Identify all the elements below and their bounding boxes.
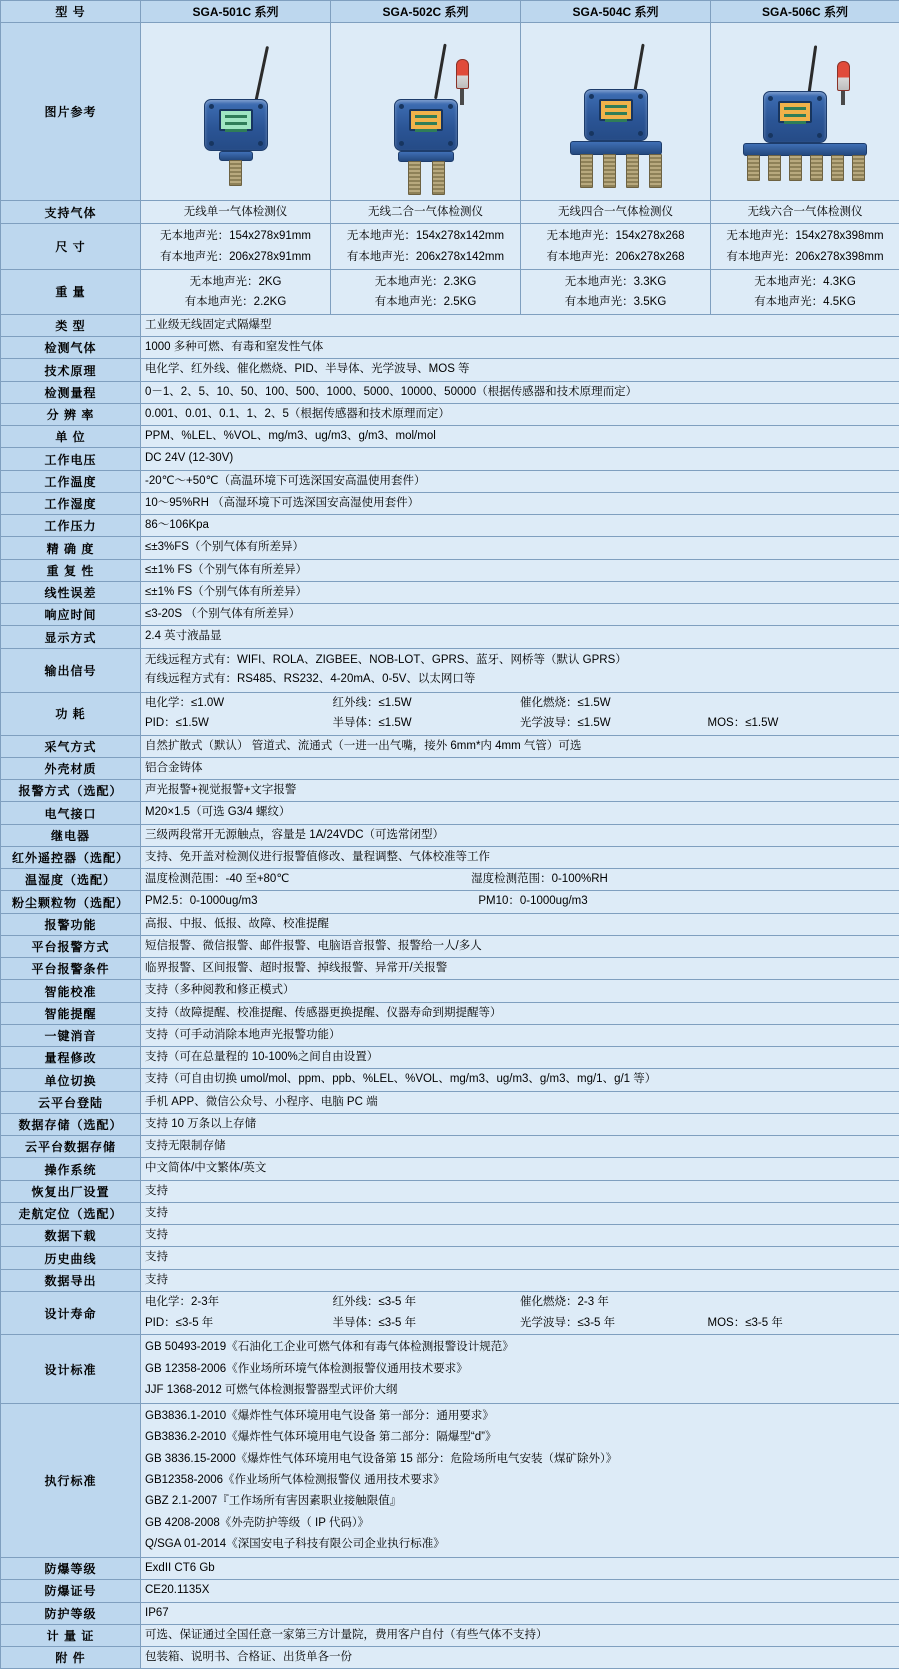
life-infrared: 红外线：≤3-5 年 xyxy=(333,1294,521,1311)
model-header-4: SGA-506C 系列 xyxy=(711,1,899,23)
shell-material-label: 外壳材质 xyxy=(1,757,141,779)
table-row xyxy=(1,1024,899,1046)
table-row xyxy=(1,1558,899,1580)
data-export-label: 数据导出 xyxy=(1,1269,141,1291)
weight-value-2 xyxy=(331,269,521,314)
accessories-label: 附 件 xyxy=(1,1647,141,1669)
table-row xyxy=(1,1335,899,1404)
table-row xyxy=(1,869,899,891)
data-download-value: 支持 xyxy=(141,1225,899,1247)
device-screen xyxy=(219,109,253,131)
sampling-label: 采气方式 xyxy=(1,735,141,757)
size-with-alarm-2: 有本地声光：206x278x142mm xyxy=(335,247,516,267)
range-value: 0－1、2、5、10、50、100、500、1000、5000、10000、50000（根据传感器和技术原理而定） xyxy=(141,381,899,403)
device-mount xyxy=(398,151,454,162)
dust-label: 粉尘颗粒物（选配） xyxy=(1,891,141,913)
table-header-row xyxy=(1,1,899,23)
sampling-value: 自然扩散式（默认） 管道式、流通式（一进一出气嘴，接外 6mm*内 4mm 气管）可选 xyxy=(141,735,899,757)
pressure-label: 工作压力 xyxy=(1,515,141,537)
design-standard-value xyxy=(141,1335,899,1404)
table-row xyxy=(1,735,899,757)
accessories-value: 包装箱、说明书、合格证、出货单各一份 xyxy=(141,1647,899,1669)
exec-standard-line: GBZ 2.1-2007『工作场所有害因素职业接触限值』 xyxy=(145,1491,895,1512)
power-infrared: 红外线：≤1.5W xyxy=(333,695,521,712)
principle-label: 技术原理 xyxy=(1,359,141,381)
gas-sensor xyxy=(747,155,760,181)
life-blank xyxy=(708,1294,896,1311)
gas-sensor xyxy=(789,155,802,181)
resolution-label: 分 辨 率 xyxy=(1,403,141,425)
exec-standard-line: Q/SGA 01-2014《深国安电子科技有限公司企业执行标准》 xyxy=(145,1534,895,1555)
range-modify-label: 量程修改 xyxy=(1,1047,141,1069)
temp-humidity-label: 温湿度（选配） xyxy=(1,869,141,891)
gas-sensor xyxy=(852,155,865,181)
unit-value: PPM、%LEL、%VOL、mg/m3、ug/m3、g/m3、mol/mol xyxy=(141,426,899,448)
electrical-interface-value: M20×1.5（可选 G3/4 螺纹） xyxy=(141,802,899,824)
os-label: 操作系统 xyxy=(1,1158,141,1180)
size-no-alarm-4: 无本地声光：154x278x398mm xyxy=(715,226,895,246)
mute-value: 支持（可手动消除本地声光报警功能） xyxy=(141,1024,899,1046)
device-illustration-504c xyxy=(536,27,696,197)
table-row xyxy=(1,314,899,336)
unit-switch-label: 单位切换 xyxy=(1,1069,141,1091)
table-row xyxy=(1,1113,899,1135)
table-row xyxy=(1,403,899,425)
device-mount xyxy=(570,141,662,155)
repeatability-label: 重 复 性 xyxy=(1,559,141,581)
size-with-alarm-4: 有本地声光：206x278x398mm xyxy=(715,247,895,267)
unit-switch-value: 支持（可自由切换 umol/mol、ppm、ppb、%LEL、%VOL、mg/m3、ug/m3、g/m3、mg/1、g/1 等） xyxy=(141,1069,899,1091)
alarm-mode-value: 声光报警+视觉报警+文字报警 xyxy=(141,780,899,802)
weight-no-alarm-2: 无本地声光：2.3KG xyxy=(335,272,516,292)
weight-with-alarm-3: 有本地声光：3.5KG xyxy=(525,292,706,312)
antenna-icon xyxy=(807,45,817,97)
metering-cert-value: 可选、保证通过全国任意一家第三方计量院，费用客户自付（有些气体不支持） xyxy=(141,1624,899,1646)
power-value xyxy=(141,693,899,736)
weight-no-alarm-4: 无本地声光：4.3KG xyxy=(715,272,895,292)
power-label: 功 耗 xyxy=(1,693,141,736)
life-optical: 光学波导：≤3-5 年 xyxy=(520,1315,708,1332)
platform-alarm-condition-label: 平台报警条件 xyxy=(1,958,141,980)
design-life-value xyxy=(141,1291,899,1335)
linearity-label: 线性误差 xyxy=(1,581,141,603)
model-header-3: SGA-504C 系列 xyxy=(521,1,711,23)
remote-control-value: 支持、免开盖对检测仪进行报警值修改、量程调整、气体校准等工作 xyxy=(141,846,899,868)
table-row xyxy=(1,980,899,1002)
smart-reminder-label: 智能提醒 xyxy=(1,1002,141,1024)
humidity-label: 工作湿度 xyxy=(1,492,141,514)
table-row xyxy=(1,913,899,935)
life-mos: MOS：≤3-5 年 xyxy=(708,1315,896,1332)
alarm-light-icon xyxy=(456,59,469,89)
table-row xyxy=(1,492,899,514)
exec-standard-line: GB 3836.15-2000《爆炸性气体环境用电气设备第 15 部分：危险场所电气安装（煤矿除外）》 xyxy=(145,1449,895,1470)
gps-value: 支持 xyxy=(141,1202,899,1224)
principle-value: 电化学、红外线、催化燃烧、PID、半导体、光学波导、MOS 等 xyxy=(141,359,899,381)
range-label: 检测量程 xyxy=(1,381,141,403)
output-wired: 有线远程方式有：RS485、RS232、4-20mA、0-5V、以太网口等 xyxy=(145,670,895,690)
gas-support-value-4: 无线六合一气体检测仪 xyxy=(711,201,899,224)
alarm-function-value: 高报、中报、低报、故障、校准提醒 xyxy=(141,913,899,935)
power-electrochemical: 电化学：≤1.0W xyxy=(145,695,333,712)
exec-standard-line: GB3836.1-2010《爆炸性气体环境用电气设备 第一部分：通用要求》 xyxy=(145,1406,895,1427)
table-row xyxy=(1,626,899,648)
device-body xyxy=(204,99,268,151)
table-row xyxy=(1,802,899,824)
smart-reminder-value: 支持（故障提醒、校准提醒、传感器更换提醒、仪器寿命到期提醒等） xyxy=(141,1002,899,1024)
gas-support-value-1: 无线单一气体检测仪 xyxy=(141,201,331,224)
product-image-502c xyxy=(331,23,521,201)
smart-calibration-value: 支持（多种阅教和修正模式） xyxy=(141,980,899,1002)
device-screen xyxy=(778,101,812,123)
table-row xyxy=(1,1047,899,1069)
metering-cert-label: 计 量 证 xyxy=(1,1624,141,1646)
shell-material-value: 铝合金铸体 xyxy=(141,757,899,779)
table-row xyxy=(1,1580,899,1602)
power-blank xyxy=(708,695,896,712)
repeatability-value: ≤±1% FS（个别气体有所差异） xyxy=(141,559,899,581)
exec-standard-line: GB 4208-2008《外壳防护等级（ IP 代码）》 xyxy=(145,1513,895,1534)
model-label: 型 号 xyxy=(1,1,141,23)
table-row xyxy=(1,1291,899,1335)
table-row xyxy=(1,23,899,201)
table-row xyxy=(1,935,899,957)
table-row xyxy=(1,1202,899,1224)
ip-level-label: 防护等级 xyxy=(1,1602,141,1624)
table-row xyxy=(1,1269,899,1291)
gas-sensor xyxy=(649,154,662,188)
electrical-interface-label: 电气接口 xyxy=(1,802,141,824)
gps-label: 走航定位（选配） xyxy=(1,1202,141,1224)
table-row xyxy=(1,693,899,736)
category-value: 工业级无线固定式隔爆型 xyxy=(141,314,899,336)
output-signal-value xyxy=(141,648,899,693)
platform-alarm-condition-value: 临界报警、区间报警、超时报警、掉线报警、异常开/关报警 xyxy=(141,958,899,980)
table-row xyxy=(1,846,899,868)
weight-no-alarm-1: 无本地声光：2KG xyxy=(145,272,326,292)
cloud-storage-label: 云平台数据存储 xyxy=(1,1136,141,1158)
platform-alarm-mode-value: 短信报警、微信报警、邮件报警、电脑语音报警、报警给一人/多人 xyxy=(141,935,899,957)
exec-standard-line: GB12358-2006《作业场所气体检测报警仪 通用技术要求》 xyxy=(145,1470,895,1491)
output-wireless: 无线远程方式有：WIFI、ROLA、ZIGBEE、NOB-LOT、GPRS、蓝牙、网桥等（默认 GPRS） xyxy=(145,651,895,671)
remote-control-label: 红外遥控器（选配） xyxy=(1,846,141,868)
size-value-4 xyxy=(711,224,899,269)
response-time-label: 响应时间 xyxy=(1,604,141,626)
history-curve-value: 支持 xyxy=(141,1247,899,1269)
table-row xyxy=(1,1404,899,1558)
weight-label: 重 量 xyxy=(1,269,141,314)
table-row xyxy=(1,958,899,980)
product-image-504c xyxy=(521,23,711,201)
size-value-1 xyxy=(141,224,331,269)
gas-sensor xyxy=(626,154,639,188)
table-row xyxy=(1,537,899,559)
table-row xyxy=(1,359,899,381)
table-row xyxy=(1,559,899,581)
data-storage-value: 支持 10 万条以上存储 xyxy=(141,1113,899,1135)
power-pid: PID：≤1.5W xyxy=(145,715,333,732)
size-no-alarm-3: 无本地声光：154x278x268 xyxy=(525,226,706,246)
table-row xyxy=(1,381,899,403)
table-row xyxy=(1,1180,899,1202)
table-row xyxy=(1,1158,899,1180)
product-image-506c xyxy=(711,23,899,201)
device-body xyxy=(763,91,827,143)
antenna-icon xyxy=(434,43,447,99)
table-row xyxy=(1,648,899,693)
life-catalytic: 催化燃烧：2-3 年 xyxy=(520,1294,708,1311)
category-label: 类 型 xyxy=(1,314,141,336)
gas-sensor xyxy=(432,161,445,195)
data-storage-label: 数据存储（选配） xyxy=(1,1113,141,1135)
mute-label: 一键消音 xyxy=(1,1024,141,1046)
table-row xyxy=(1,824,899,846)
size-no-alarm-2: 无本地声光：154x278x142mm xyxy=(335,226,516,246)
life-semiconductor: 半导体：≤3-5 年 xyxy=(333,1315,521,1332)
detect-gas-label: 检测气体 xyxy=(1,337,141,359)
gas-sensor xyxy=(603,154,616,188)
table-row xyxy=(1,1647,899,1669)
alarm-mode-label: 报警方式（选配） xyxy=(1,780,141,802)
resolution-value: 0.001、0.01、0.1、1、2、5（根据传感器和技术原理而定） xyxy=(141,403,899,425)
ex-level-value: ExdII CT6 Gb xyxy=(141,1558,899,1580)
device-illustration-502c xyxy=(346,27,506,197)
humidity-value: 10～95%RH （高湿环境下可选深国安高湿使用套件） xyxy=(141,492,899,514)
table-row xyxy=(1,337,899,359)
device-body xyxy=(584,89,648,141)
table-row xyxy=(1,1136,899,1158)
response-time-value: ≤3-20S （个别气体有所差异） xyxy=(141,604,899,626)
exec-standard-line: GB3836.2-2010《爆炸性气体环境用电气设备 第二部分：隔爆型“d”》 xyxy=(145,1427,895,1448)
design-standard-line: GB 12358-2006《作业场所环境气体检测报警仪通用技术要求》 xyxy=(145,1359,895,1380)
gas-sensor xyxy=(408,161,421,195)
exec-standard-value xyxy=(141,1404,899,1558)
humidity-range: 湿度检测范围：0-100%RH xyxy=(471,871,895,888)
factory-reset-value: 支持 xyxy=(141,1180,899,1202)
device-body xyxy=(394,99,458,151)
ex-certificate-label: 防爆证号 xyxy=(1,1580,141,1602)
device-illustration-506c xyxy=(725,27,885,197)
table-row xyxy=(1,891,899,913)
table-row xyxy=(1,780,899,802)
voltage-label: 工作电压 xyxy=(1,448,141,470)
table-row xyxy=(1,581,899,603)
table-row xyxy=(1,426,899,448)
table-row xyxy=(1,1624,899,1646)
device-mount xyxy=(743,143,867,156)
gas-sensor xyxy=(229,160,242,186)
detect-gas-value: 1000 多种可燃、有毒和窒发性气体 xyxy=(141,337,899,359)
design-standard-label: 设计标准 xyxy=(1,1335,141,1404)
weight-value-1 xyxy=(141,269,331,314)
table-row xyxy=(1,201,899,224)
dust-value xyxy=(141,891,899,913)
table-row xyxy=(1,604,899,626)
size-with-alarm-3: 有本地声光：206x278x268 xyxy=(525,247,706,267)
os-value: 中文简体/中文繁体/英文 xyxy=(141,1158,899,1180)
design-standard-line: JJF 1368-2012 可燃气体检测报警器型式评价大纲 xyxy=(145,1380,895,1401)
relay-label: 继电器 xyxy=(1,824,141,846)
unit-label: 单 位 xyxy=(1,426,141,448)
table-row xyxy=(1,1002,899,1024)
device-screen xyxy=(599,99,633,121)
size-value-3 xyxy=(521,224,711,269)
cloud-login-label: 云平台登陆 xyxy=(1,1091,141,1113)
gas-sensor xyxy=(810,155,823,181)
gas-sensor xyxy=(768,155,781,181)
linearity-value: ≤±1% FS（个别气体有所差异） xyxy=(141,581,899,603)
weight-value-3 xyxy=(521,269,711,314)
model-header-2: SGA-502C 系列 xyxy=(331,1,521,23)
life-pid: PID：≤3-5 年 xyxy=(145,1315,333,1332)
device-screen xyxy=(409,109,443,131)
factory-reset-label: 恢复出厂设置 xyxy=(1,1180,141,1202)
table-row xyxy=(1,1247,899,1269)
gas-support-label: 支持气体 xyxy=(1,201,141,224)
temp-range: 温度检测范围：-40 至+80℃ xyxy=(145,871,471,888)
gas-support-value-2: 无线二合一气体检测仪 xyxy=(331,201,521,224)
life-electrochemical: 电化学：2-3年 xyxy=(145,1294,333,1311)
history-curve-label: 历史曲线 xyxy=(1,1247,141,1269)
design-standard-line: GB 50493-2019《石油化工企业可燃气体和有毒气体检测报警设计规范》 xyxy=(145,1337,895,1358)
platform-alarm-mode-label: 平台报警方式 xyxy=(1,935,141,957)
table-row xyxy=(1,269,899,314)
temp-humidity-value xyxy=(141,869,899,891)
display-label: 显示方式 xyxy=(1,626,141,648)
accuracy-label: 精 确 度 xyxy=(1,537,141,559)
product-image-501c xyxy=(141,23,331,201)
table-row xyxy=(1,1602,899,1624)
table-row xyxy=(1,448,899,470)
pm25-range: PM2.5：0-1000ug/m3 xyxy=(145,893,478,910)
ex-certificate-value: CE20.1135X xyxy=(141,1580,899,1602)
table-row xyxy=(1,470,899,492)
cloud-login-value: 手机 APP、微信公众号、小程序、电脑 PC 端 xyxy=(141,1091,899,1113)
temperature-label: 工作温度 xyxy=(1,470,141,492)
table-row xyxy=(1,1225,899,1247)
model-header-1: SGA-501C 系列 xyxy=(141,1,331,23)
pm10-range: PM10：0-1000ug/m3 xyxy=(478,893,895,910)
power-semiconductor: 半导体：≤1.5W xyxy=(333,715,521,732)
table-row xyxy=(1,757,899,779)
alarm-light-icon xyxy=(837,61,850,91)
power-catalytic: 催化燃烧：≤1.5W xyxy=(520,695,708,712)
table-row xyxy=(1,224,899,269)
output-signal-label: 输出信号 xyxy=(1,648,141,693)
voltage-value: DC 24V (12-30V) xyxy=(141,448,899,470)
weight-value-4 xyxy=(711,269,899,314)
size-with-alarm-1: 有本地声光：206x278x91mm xyxy=(145,247,326,267)
size-value-2 xyxy=(331,224,521,269)
weight-no-alarm-3: 无本地声光：3.3KG xyxy=(525,272,706,292)
device-illustration-501c xyxy=(156,27,316,197)
table-row xyxy=(1,515,899,537)
antenna-icon xyxy=(254,45,269,102)
alarm-function-label: 报警功能 xyxy=(1,913,141,935)
size-no-alarm-1: 无本地声光：154x278x91mm xyxy=(145,226,326,246)
power-optical: 光学波导：≤1.5W xyxy=(520,715,708,732)
weight-with-alarm-1: 有本地声光：2.2KG xyxy=(145,292,326,312)
size-label: 尺 寸 xyxy=(1,224,141,269)
ex-level-label: 防爆等级 xyxy=(1,1558,141,1580)
weight-with-alarm-2: 有本地声光：2.5KG xyxy=(335,292,516,312)
gas-sensor xyxy=(580,154,593,188)
design-life-label: 设计寿命 xyxy=(1,1291,141,1335)
data-download-label: 数据下载 xyxy=(1,1225,141,1247)
data-export-value: 支持 xyxy=(141,1269,899,1291)
table-row xyxy=(1,1069,899,1091)
image-reference-label: 图片参考 xyxy=(1,23,141,201)
ip-level-value: IP67 xyxy=(141,1602,899,1624)
relay-value: 三级两段常开无源触点，容量是 1A/24VDC（可选常闭型） xyxy=(141,824,899,846)
temperature-value: -20℃～+50℃（高温环境下可选深国安高温使用套件） xyxy=(141,470,899,492)
table-row xyxy=(1,1091,899,1113)
gas-sensor xyxy=(831,155,844,181)
smart-calibration-label: 智能校准 xyxy=(1,980,141,1002)
gas-support-value-3: 无线四合一气体检测仪 xyxy=(521,201,711,224)
cloud-storage-value: 支持无限制存储 xyxy=(141,1136,899,1158)
range-modify-value: 支持（可在总量程的 10-100%之间自由设置） xyxy=(141,1047,899,1069)
exec-standard-label: 执行标准 xyxy=(1,1404,141,1558)
weight-with-alarm-4: 有本地声光：4.5KG xyxy=(715,292,895,312)
accuracy-value: ≤±3%FS（个别气体有所差异） xyxy=(141,537,899,559)
power-mos: MOS：≤1.5W xyxy=(708,715,896,732)
pressure-value: 86～106Kpa xyxy=(141,515,899,537)
display-value: 2.4 英寸液晶显 xyxy=(141,626,899,648)
